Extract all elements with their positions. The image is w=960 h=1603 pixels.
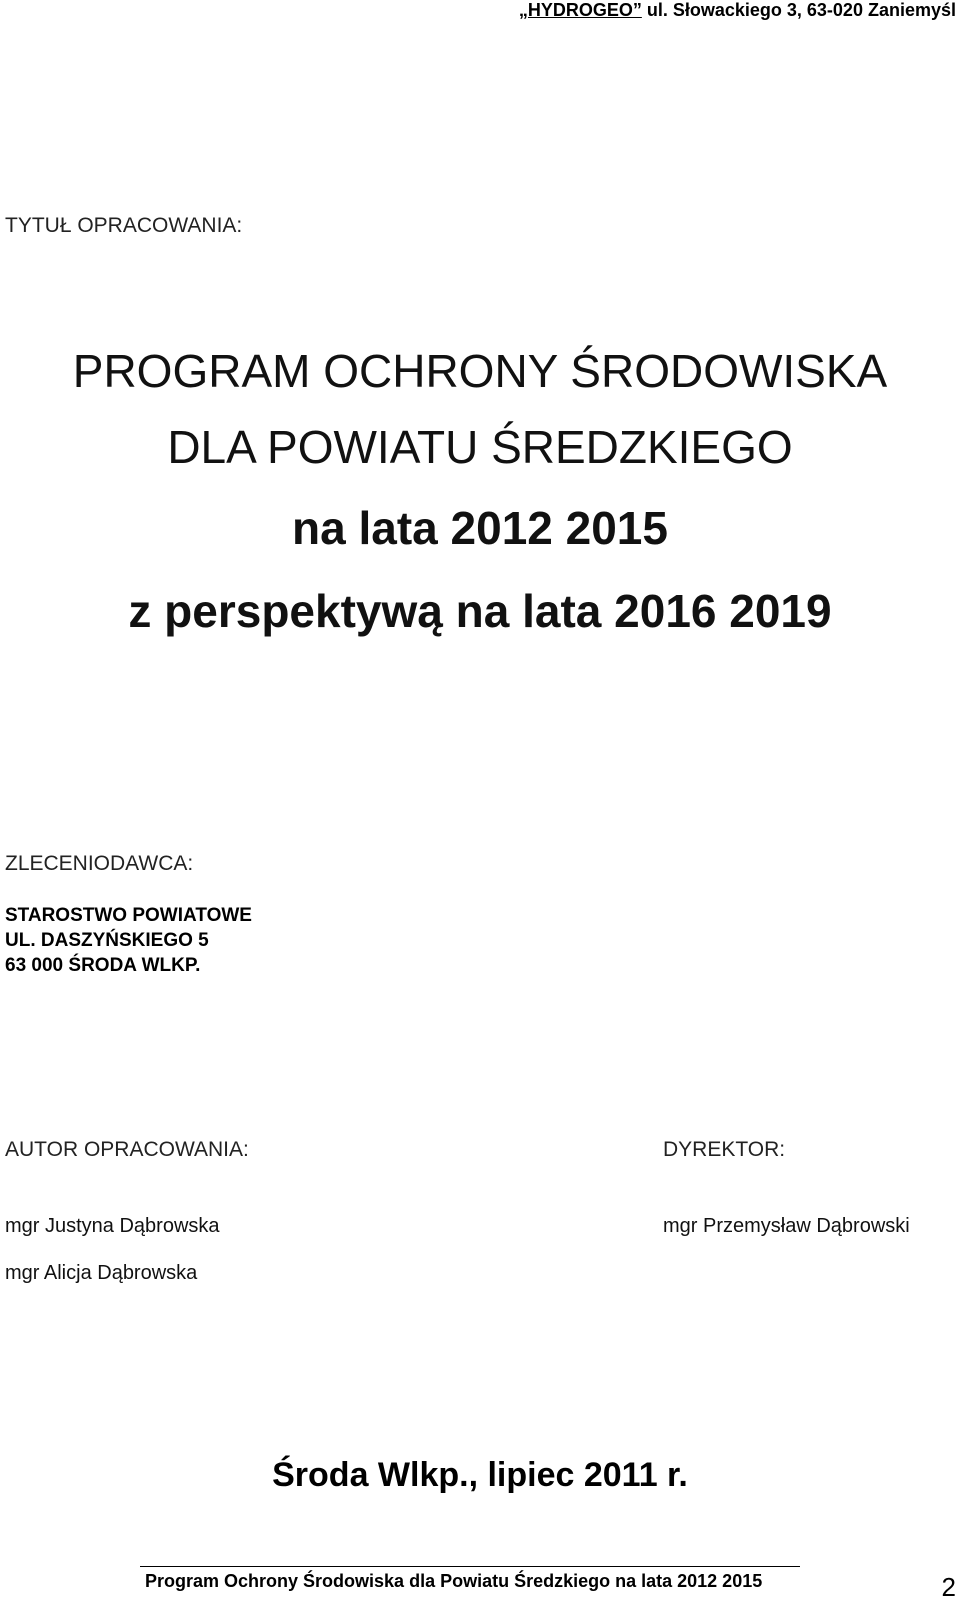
footer-text: Program Ochrony Środowiska dla Powiatu Średzkiego na lata 2012 2015 bbox=[145, 1571, 763, 1591]
header-address: ul. Słowackiego 3, 63-020 Zaniemyśl bbox=[641, 0, 956, 20]
header-company-address bbox=[519, 0, 956, 21]
title-line-3: na lata 2012 2015 bbox=[292, 502, 668, 554]
document-title-3 bbox=[0, 502, 960, 554]
author-name-1: mgr Justyna Dąbrowska bbox=[5, 1215, 220, 1237]
place-date: Środa Wlkp., lipiec 2011 r. bbox=[272, 1456, 688, 1494]
title-label: TYTUŁ OPRACOWANIA: bbox=[5, 214, 243, 237]
title-line-1: PROGRAM OCHRONY ŚRODOWISKA bbox=[72, 345, 888, 397]
footer-divider bbox=[140, 1566, 800, 1567]
document-title bbox=[0, 345, 960, 397]
director-label: DYREKTOR: bbox=[663, 1138, 786, 1161]
document-title-4 bbox=[0, 585, 960, 637]
client-name: STAROSTWO POWIATOWE bbox=[5, 905, 252, 926]
title-line-4: z perspektywą na lata 2016 2019 bbox=[128, 585, 832, 637]
author-name-2: mgr Alicja Dąbrowska bbox=[5, 1262, 198, 1284]
director-name: mgr Przemysław Dąbrowski bbox=[663, 1215, 910, 1237]
header-company-name: „HYDROGEO” bbox=[518, 0, 642, 20]
title-line-2: DLA POWIATU ŚREDZKIEGO bbox=[167, 421, 793, 473]
author-label: AUTOR OPRACOWANIA: bbox=[5, 1138, 249, 1161]
client-street: UL. DASZYŃSKIEGO 5 bbox=[5, 930, 209, 951]
client-city: 63 000 ŚRODA WLKP. bbox=[5, 955, 201, 976]
page-number: 2 bbox=[941, 1572, 956, 1602]
document-title-2 bbox=[0, 421, 960, 473]
client-label: ZLECENIODAWCA: bbox=[5, 852, 194, 875]
